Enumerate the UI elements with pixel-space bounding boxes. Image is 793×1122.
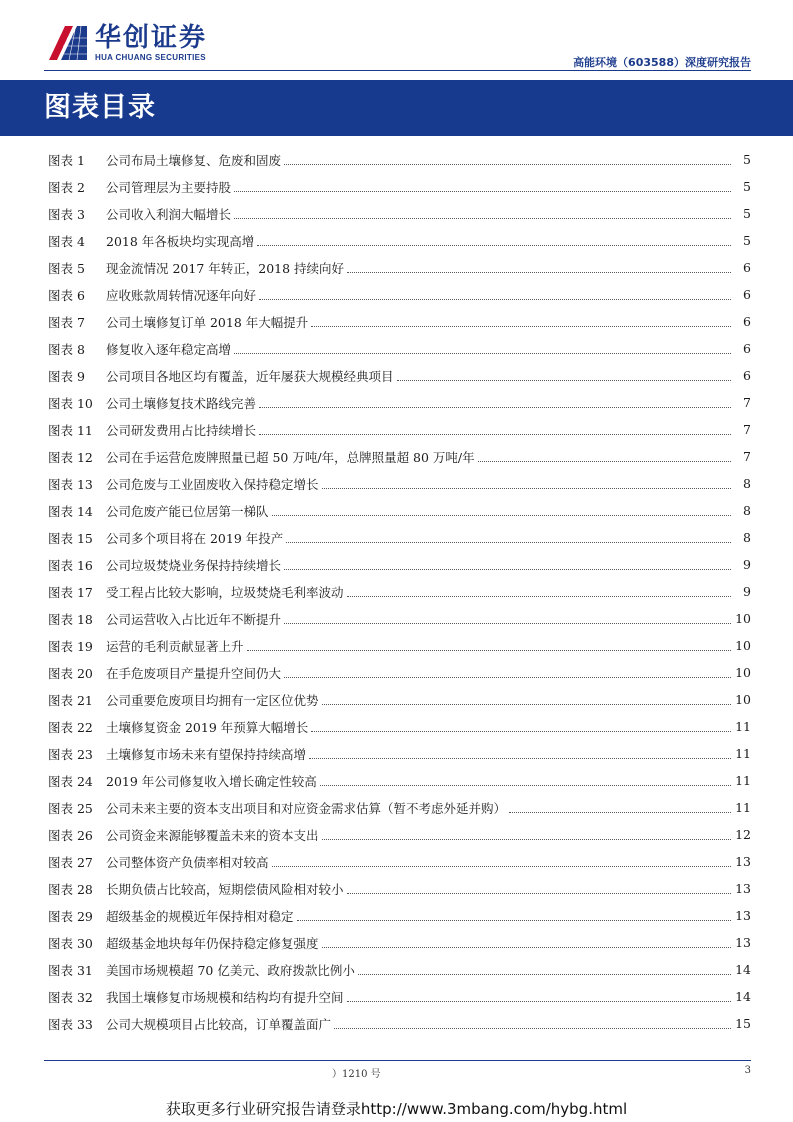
toc-entry-leader <box>309 758 731 759</box>
toc-entry-title: 公司研发费用占比持续增长 <box>106 422 257 438</box>
toc-entry[interactable] <box>48 902 751 929</box>
toc-entry-title: 公司布局土壤修复、危废和固废 <box>106 152 282 168</box>
toc-entry-title: 公司垃圾焚烧业务保持持续增长 <box>106 557 282 573</box>
toc-entry-leader <box>322 488 731 489</box>
toc-entry-title: 公司土壤修复技术路线完善 <box>106 395 257 411</box>
toc-entry[interactable] <box>48 821 751 848</box>
toc-entry-leader <box>347 1001 731 1002</box>
toc-entry-title: 公司在手运营危废牌照量已超 50 万吨/年，总牌照量超 80 万吨/年 <box>106 449 475 465</box>
toc-entry[interactable] <box>48 686 751 713</box>
toc-entry-page: 6 <box>743 368 751 383</box>
toc-entry-label: 图表 21 <box>48 692 93 708</box>
toc-entry-leader <box>284 164 731 165</box>
toc-entry-label: 图表 32 <box>48 989 93 1005</box>
toc-entry-title: 公司整体资产负债率相对较高 <box>106 854 269 870</box>
toc-entry-label: 图表 9 <box>48 368 85 384</box>
toc-entry[interactable] <box>48 200 751 227</box>
toc-entry-title: 土壤修复资金 2019 年预算大幅增长 <box>106 719 309 735</box>
toc-entry-page: 13 <box>735 881 751 896</box>
toc-entry-label: 图表 1 <box>48 152 85 168</box>
toc-entry-leader <box>334 1028 731 1029</box>
toc-entry[interactable] <box>48 443 751 470</box>
toc-entry-title: 美国市场规模超 70 亿美元、政府拨款比例小 <box>106 962 355 978</box>
toc-entry-page: 11 <box>735 773 751 788</box>
toc-entry[interactable] <box>48 254 751 281</box>
toc-entry-page: 6 <box>743 287 751 302</box>
toc-entry[interactable] <box>48 524 751 551</box>
toc-entry[interactable] <box>48 173 751 200</box>
toc-entry-title: 公司未来主要的资本支出项目和对应资金需求估算（暂不考虑外延并购） <box>106 800 507 816</box>
toc-entry-leader <box>234 191 731 192</box>
toc-entry-leader <box>286 542 731 543</box>
toc-entry-page: 7 <box>743 422 751 437</box>
toc-entry-title: 超级基金地块每年仍保持稳定修复强度 <box>106 935 319 951</box>
toc-entry[interactable] <box>48 875 751 902</box>
toc-entry-page: 6 <box>743 341 751 356</box>
toc-entry-label: 图表 13 <box>48 476 93 492</box>
toc-entry[interactable] <box>48 335 751 362</box>
footer-divider <box>44 1060 751 1061</box>
toc-entry[interactable] <box>48 470 751 497</box>
toc-entry-title: 现金流情况 2017 年转正，2018 持续向好 <box>106 260 345 276</box>
toc-entry-label: 图表 22 <box>48 719 93 735</box>
toc-entry[interactable] <box>48 551 751 578</box>
toc-entry-leader <box>259 434 731 435</box>
toc-entry-leader <box>397 380 731 381</box>
toc-entry-page: 5 <box>743 206 751 221</box>
toc-entry-page: 8 <box>743 530 751 545</box>
toc-entry[interactable] <box>48 308 751 335</box>
toc-entry[interactable] <box>48 767 751 794</box>
toc-entry-label: 图表 28 <box>48 881 93 897</box>
toc-entry-title: 公司运营收入占比近年不断提升 <box>106 611 282 627</box>
toc-entry-label: 图表 15 <box>48 530 93 546</box>
toc-entry-label: 图表 11 <box>48 422 93 438</box>
table-of-figures <box>48 146 751 1037</box>
toc-entry-page: 5 <box>743 233 751 248</box>
section-banner <box>0 80 793 136</box>
report-title: 高能环境（603588）深度研究报告 <box>573 56 751 69</box>
toc-entry-leader <box>311 731 731 732</box>
toc-entry[interactable] <box>48 740 751 767</box>
toc-entry-title: 公司多个项目将在 2019 年投产 <box>106 530 284 546</box>
toc-entry[interactable] <box>48 794 751 821</box>
toc-entry-leader <box>297 920 731 921</box>
footer-note: ）1210 号 <box>332 1069 381 1080</box>
section-title: 图表目录 <box>44 92 156 123</box>
toc-entry-page: 13 <box>735 908 751 923</box>
toc-entry-page: 5 <box>743 152 751 167</box>
toc-entry-leader <box>272 515 731 516</box>
toc-entry-label: 图表 10 <box>48 395 93 411</box>
toc-entry-page: 13 <box>735 854 751 869</box>
toc-entry-label: 图表 7 <box>48 314 85 330</box>
toc-entry-leader <box>347 272 731 273</box>
promo-link[interactable]: 获取更多行业研究报告请登录http://www.3mbang.com/hybg.html <box>165 1100 628 1118</box>
toc-entry-title: 2019 年公司修复收入增长确定性较高 <box>106 773 317 789</box>
toc-entry-title: 公司收入利润大幅增长 <box>106 206 232 222</box>
toc-entry-title: 公司危废与工业固废收入保持稳定增长 <box>106 476 319 492</box>
toc-entry[interactable] <box>48 146 751 173</box>
toc-entry-leader <box>234 218 731 219</box>
toc-entry-label: 图表 16 <box>48 557 93 573</box>
toc-entry-label: 图表 12 <box>48 449 93 465</box>
toc-entry-title: 2018 年各板块均实现高增 <box>106 233 255 249</box>
toc-entry-page: 9 <box>743 557 751 572</box>
toc-entry-label: 图表 18 <box>48 611 93 627</box>
toc-entry-title: 公司资金来源能够覆盖未来的资本支出 <box>106 827 319 843</box>
toc-entry-label: 图表 2 <box>48 179 85 195</box>
logo-text-en: HUA CHUANG SECURITIES <box>95 53 206 62</box>
toc-entry[interactable] <box>48 983 751 1010</box>
toc-entry-page: 11 <box>735 746 751 761</box>
toc-entry-label: 图表 24 <box>48 773 93 789</box>
toc-entry-page: 5 <box>743 179 751 194</box>
toc-entry[interactable] <box>48 281 751 308</box>
toc-entry-leader <box>259 407 731 408</box>
toc-entry-title: 土壤修复市场未来有望保持持续高增 <box>106 746 307 762</box>
toc-entry-page: 14 <box>735 962 751 977</box>
page-header <box>0 0 793 80</box>
toc-entry-title: 超级基金的规模近年保持相对稳定 <box>106 908 294 924</box>
toc-entry-leader <box>322 704 731 705</box>
toc-entry[interactable] <box>48 956 751 983</box>
toc-entry[interactable] <box>48 227 751 254</box>
page-number: 3 <box>744 1065 751 1076</box>
company-logo <box>47 22 227 66</box>
toc-entry-label: 图表 3 <box>48 206 85 222</box>
toc-entry-page: 7 <box>743 449 751 464</box>
toc-entry-title: 在手危废项目产量提升空间仍大 <box>106 665 282 681</box>
toc-entry-label: 图表 26 <box>48 827 93 843</box>
toc-entry[interactable] <box>48 416 751 443</box>
toc-entry-label: 图表 33 <box>48 1016 93 1032</box>
toc-entry-label: 图表 23 <box>48 746 93 762</box>
toc-entry-title: 受工程占比较大影响，垃圾焚烧毛利率波动 <box>106 584 344 600</box>
toc-entry-page: 10 <box>735 692 751 707</box>
toc-entry-page: 14 <box>735 989 751 1004</box>
toc-entry-title: 应收账款周转情况逐年向好 <box>106 287 257 303</box>
toc-entry-leader <box>284 623 731 624</box>
toc-entry[interactable] <box>48 929 751 956</box>
header-divider <box>44 70 751 71</box>
toc-entry-page: 8 <box>743 476 751 491</box>
logo-mark-icon <box>47 22 89 62</box>
toc-entry[interactable] <box>48 605 751 632</box>
toc-entry-leader <box>247 650 731 651</box>
toc-entry-title: 公司项目各地区均有覆盖，近年屡获大规模经典项目 <box>106 368 394 384</box>
toc-entry-title: 公司重要危废项目均拥有一定区位优势 <box>106 692 319 708</box>
toc-entry[interactable] <box>48 848 751 875</box>
toc-entry-label: 图表 20 <box>48 665 93 681</box>
toc-entry-page: 11 <box>735 719 751 734</box>
toc-entry-label: 图表 8 <box>48 341 85 357</box>
toc-entry-page: 11 <box>735 800 751 815</box>
toc-entry-leader <box>478 461 731 462</box>
toc-entry[interactable] <box>48 659 751 686</box>
toc-entry-leader <box>234 353 731 354</box>
toc-entry-leader <box>272 866 731 867</box>
toc-entry[interactable] <box>48 1010 751 1037</box>
toc-entry-page: 10 <box>735 638 751 653</box>
toc-entry-title: 我国土壤修复市场规模和结构均有提升空间 <box>106 989 344 1005</box>
toc-entry[interactable] <box>48 578 751 605</box>
toc-entry[interactable] <box>48 713 751 740</box>
toc-entry-page: 6 <box>743 260 751 275</box>
toc-entry-page: 12 <box>735 827 751 842</box>
toc-entry-title: 公司土壤修复订单 2018 年大幅提升 <box>106 314 309 330</box>
toc-entry-label: 图表 4 <box>48 233 85 249</box>
toc-entry-page: 10 <box>735 665 751 680</box>
toc-entry-leader <box>284 677 731 678</box>
toc-entry-leader <box>259 299 731 300</box>
toc-entry-leader <box>509 812 731 813</box>
toc-entry-page: 8 <box>743 503 751 518</box>
logo-text-cn: 华创证券 <box>95 23 208 53</box>
toc-entry-page: 7 <box>743 395 751 410</box>
toc-entry-leader <box>311 326 731 327</box>
toc-entry-title: 公司管理层为主要持股 <box>106 179 232 195</box>
toc-entry-title: 长期负债占比较高，短期偿债风险相对较小 <box>106 881 344 897</box>
toc-entry-label: 图表 27 <box>48 854 93 870</box>
toc-entry-leader <box>358 974 731 975</box>
toc-entry-label: 图表 31 <box>48 962 93 978</box>
toc-entry-title: 公司大规模项目占比较高，订单覆盖面广 <box>106 1016 332 1032</box>
toc-entry-title: 公司危废产能已位居第一梯队 <box>106 503 269 519</box>
toc-entry-page: 6 <box>743 314 751 329</box>
toc-entry-label: 图表 17 <box>48 584 93 600</box>
toc-entry[interactable] <box>48 632 751 659</box>
toc-entry-label: 图表 14 <box>48 503 93 519</box>
toc-entry-page: 15 <box>735 1016 751 1031</box>
toc-entry-page: 10 <box>735 611 751 626</box>
toc-entry-label: 图表 25 <box>48 800 93 816</box>
toc-entry-label: 图表 6 <box>48 287 85 303</box>
toc-entry-leader <box>284 569 731 570</box>
toc-entry-leader <box>347 596 731 597</box>
toc-entry-page: 13 <box>735 935 751 950</box>
toc-entry-label: 图表 29 <box>48 908 93 924</box>
toc-entry[interactable] <box>48 389 751 416</box>
toc-entry-page: 9 <box>743 584 751 599</box>
toc-entry-leader <box>347 893 731 894</box>
toc-entry[interactable] <box>48 362 751 389</box>
toc-entry-leader <box>322 839 731 840</box>
toc-entry-label: 图表 19 <box>48 638 93 654</box>
toc-entry-title: 修复收入逐年稳定高增 <box>106 341 232 357</box>
toc-entry-leader <box>322 947 731 948</box>
toc-entry-leader <box>320 785 731 786</box>
toc-entry-title: 运营的毛利贡献显著上升 <box>106 638 244 654</box>
toc-entry[interactable] <box>48 497 751 524</box>
toc-entry-label: 图表 5 <box>48 260 85 276</box>
toc-entry-label: 图表 30 <box>48 935 93 951</box>
toc-entry-leader <box>257 245 731 246</box>
